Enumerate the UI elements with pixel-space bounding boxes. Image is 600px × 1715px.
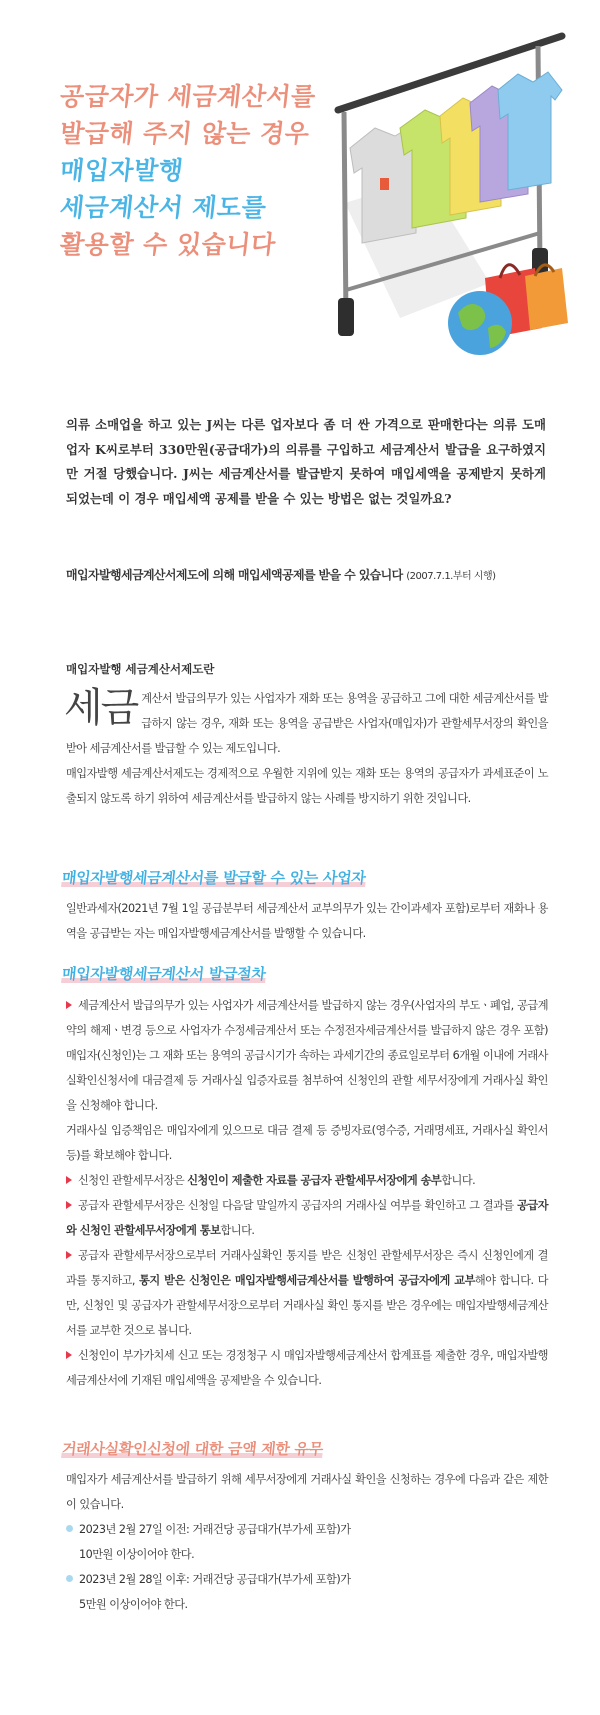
- hero-title: [60, 78, 360, 263]
- answer-text: 매입자발행세금계산서제도에 의해 매입세액공제를 받을 수 있습니다: [66, 568, 403, 582]
- section-1-heading: [61, 867, 367, 889]
- section-2-body: [66, 993, 548, 1393]
- definition-paragraph-2: 매입자발행 세금계산서제도는 경제적으로 우월한 지위에 있는 재화 또는 용역의 공급자가 과세표준이 노출되지 않도록 하기 위하여 세금계산서를 발급하지 않는 사례를 방지하기 위한 것입니다.: [66, 767, 548, 805]
- hero-title-line-1: 공급자가 세금계산서를: [58, 82, 318, 111]
- limit-bullet-1-cont: 10만원 이상이어야 한다.: [79, 1548, 195, 1561]
- section-1-body: 일반과세자(2021년 7월 1일 공급분부터 세금계산서 교부의무가 있는 간이과세자 포함)로부터 재화나 용역을 공급받는 자는 매입자발행세금계산서를 발행할 수 있습니다.: [66, 902, 548, 940]
- triangle-bullet-icon: [66, 1001, 72, 1009]
- section-3-heading: [61, 1438, 324, 1460]
- globe-icon: [448, 291, 512, 355]
- procedure-item-4: 공급자 관할세무서장으로부터 거래사실확인 통지를 받은 신청인 관할세무서장은 즉시 신청인에게 결과를 통지하고, 통지 받은 신청인은 매입자발행세금계산서를 발행하여 공급자에게 교부해야 합니다. 다만, 신청인 및 공급자가 관할세무서장으로부터 거래사실 확인 통지를 받은 경우에는 매입자발행세금계산서를 교부한 것으로 봅니다.: [66, 1249, 548, 1337]
- triangle-bullet-icon: [66, 1176, 72, 1184]
- definition-title: 매입자발행 세금계산서제도란: [66, 662, 215, 676]
- section-2-heading-text: 매입자발행세금계산서 발급절차: [61, 965, 267, 983]
- limit-bullet-2: 2023년 2월 28일 이후: 거래건당 공급대가(부가세 포함)가: [66, 1567, 548, 1592]
- triangle-bullet-icon: [66, 1351, 72, 1359]
- clothing-rack-illustration: [330, 28, 575, 378]
- procedure-item-1-note: 거래사실 입증책임은 매입자에게 있으므로 대금 결제 등 증빙자료(영수증, 거래명세표, 거래사실 확인서 등)를 확보해야 합니다.: [66, 1124, 548, 1162]
- triangle-bullet-icon: [66, 1201, 72, 1209]
- answer-note: (2007.7.1.부터 시행): [406, 571, 496, 582]
- hero-banner: [0, 0, 600, 395]
- answer-line: [66, 566, 546, 583]
- section-1-heading-text: 매입자발행세금계산서를 발급할 수 있는 사업자: [61, 869, 367, 887]
- shopping-bag-orange: [525, 265, 568, 330]
- shirt-blue: [498, 72, 562, 190]
- procedure-item-2: 신청인 관할세무서장은 신청인이 제출한 자료를 공급자 관할세무서장에게 송부합니다.: [66, 1168, 548, 1193]
- hero-title-line-2: 발급해 주지 않는 경우: [58, 119, 311, 148]
- section-3-heading-text: 거래사실확인신청에 대한 금액 제한 유무: [61, 1440, 324, 1458]
- triangle-bullet-icon: [66, 1251, 72, 1259]
- section-3-body: [66, 1467, 548, 1617]
- definition-paragraph-1: [66, 686, 548, 761]
- definition-block: [66, 686, 548, 811]
- definition-paragraph-1-text: 계산서 발급의무가 있는 사업자가 재화 또는 용역을 공급하고 그에 대한 세금계산서를 발급하지 않는 경우, 재화 또는 용역을 공급받은 사업자(매입자)가 관할세무서장의 확인을 받아 세금계산서를 발급할 수 있는 제도입니다.: [66, 692, 548, 755]
- dot-bullet-icon: [66, 1525, 73, 1532]
- limit-bullet-1: 2023년 2월 27일 이전: 거래건당 공급대가(부가세 포함)가: [66, 1517, 548, 1542]
- intro-question: 의류 소매업을 하고 있는 J씨는 다른 업자보다 좀 더 싼 가격으로 판매한다는 의류 도매업자 K씨로부터 330만원(공급대가)의 의류를 구입하고 세금계산서 발급을 요구하였지만 거절 당했습니다. J씨는 세금계산서를 발급받지 못하여 매입세액을 공제받지 못하게 되었는데 이 경우 매입세액 공제를 받을 수 있는 방법은 없는 것일까요?: [66, 417, 546, 506]
- procedure-item-1: 세금계산서 발급의무가 있는 사업자가 세금계산서를 발급하지 않는 경우(사업자의 부도ㆍ폐업, 공급계약의 해제ㆍ변경 등으로 사업자가 수정세금계산서 또는 수정전자세금계산서를 발급하지 않은 경우 포함) 매입자(신청인)는 그 재화 또는 용역의 공급시기가 속하는 과세기간의 종료일로부터 6개월 이내에 거래사실확인신청서에 대금결제 등 거래사실 입증자료를 첨부하여 신청인의 관할 세무서장에게 거래사실 확인을 신청해야 합니다.: [66, 999, 548, 1112]
- limit-bullet-2-cont: 5만원 이상이어야 한다.: [79, 1598, 188, 1611]
- hero-title-line-4: 세금계산서 제도를: [58, 193, 268, 222]
- hero-title-line-3: 매입자발행: [58, 156, 185, 185]
- rack-pole-left: [344, 112, 346, 318]
- dot-bullet-icon: [66, 1575, 73, 1582]
- procedure-item-3: 공급자 관할세무서장은 신청일 다음달 말일까지 공급자의 거래사실 여부를 확인하고 그 결과를 공급자와 신청인 관할세무서장에게 통보합니다.: [66, 1199, 548, 1237]
- rack-foot-left: [338, 298, 354, 336]
- procedure-item-5: 신청인이 부가가치세 신고 또는 경정청구 시 매입자발행세금계산서 합계표를 제출한 경우, 매입자발행세금계산서에 기재된 매입세액을 공제받을 수 있습니다.: [66, 1349, 548, 1387]
- hero-title-line-5: 활용할 수 있습니다: [58, 230, 278, 259]
- section-2-heading: [61, 963, 267, 985]
- section-3-intro: 매입자가 세금계산서를 발급하기 위해 세무서장에게 거래사실 확인을 신청하는 경우에 다음과 같은 제한이 있습니다.: [66, 1473, 548, 1511]
- definition-dropcap: 세금: [64, 685, 138, 731]
